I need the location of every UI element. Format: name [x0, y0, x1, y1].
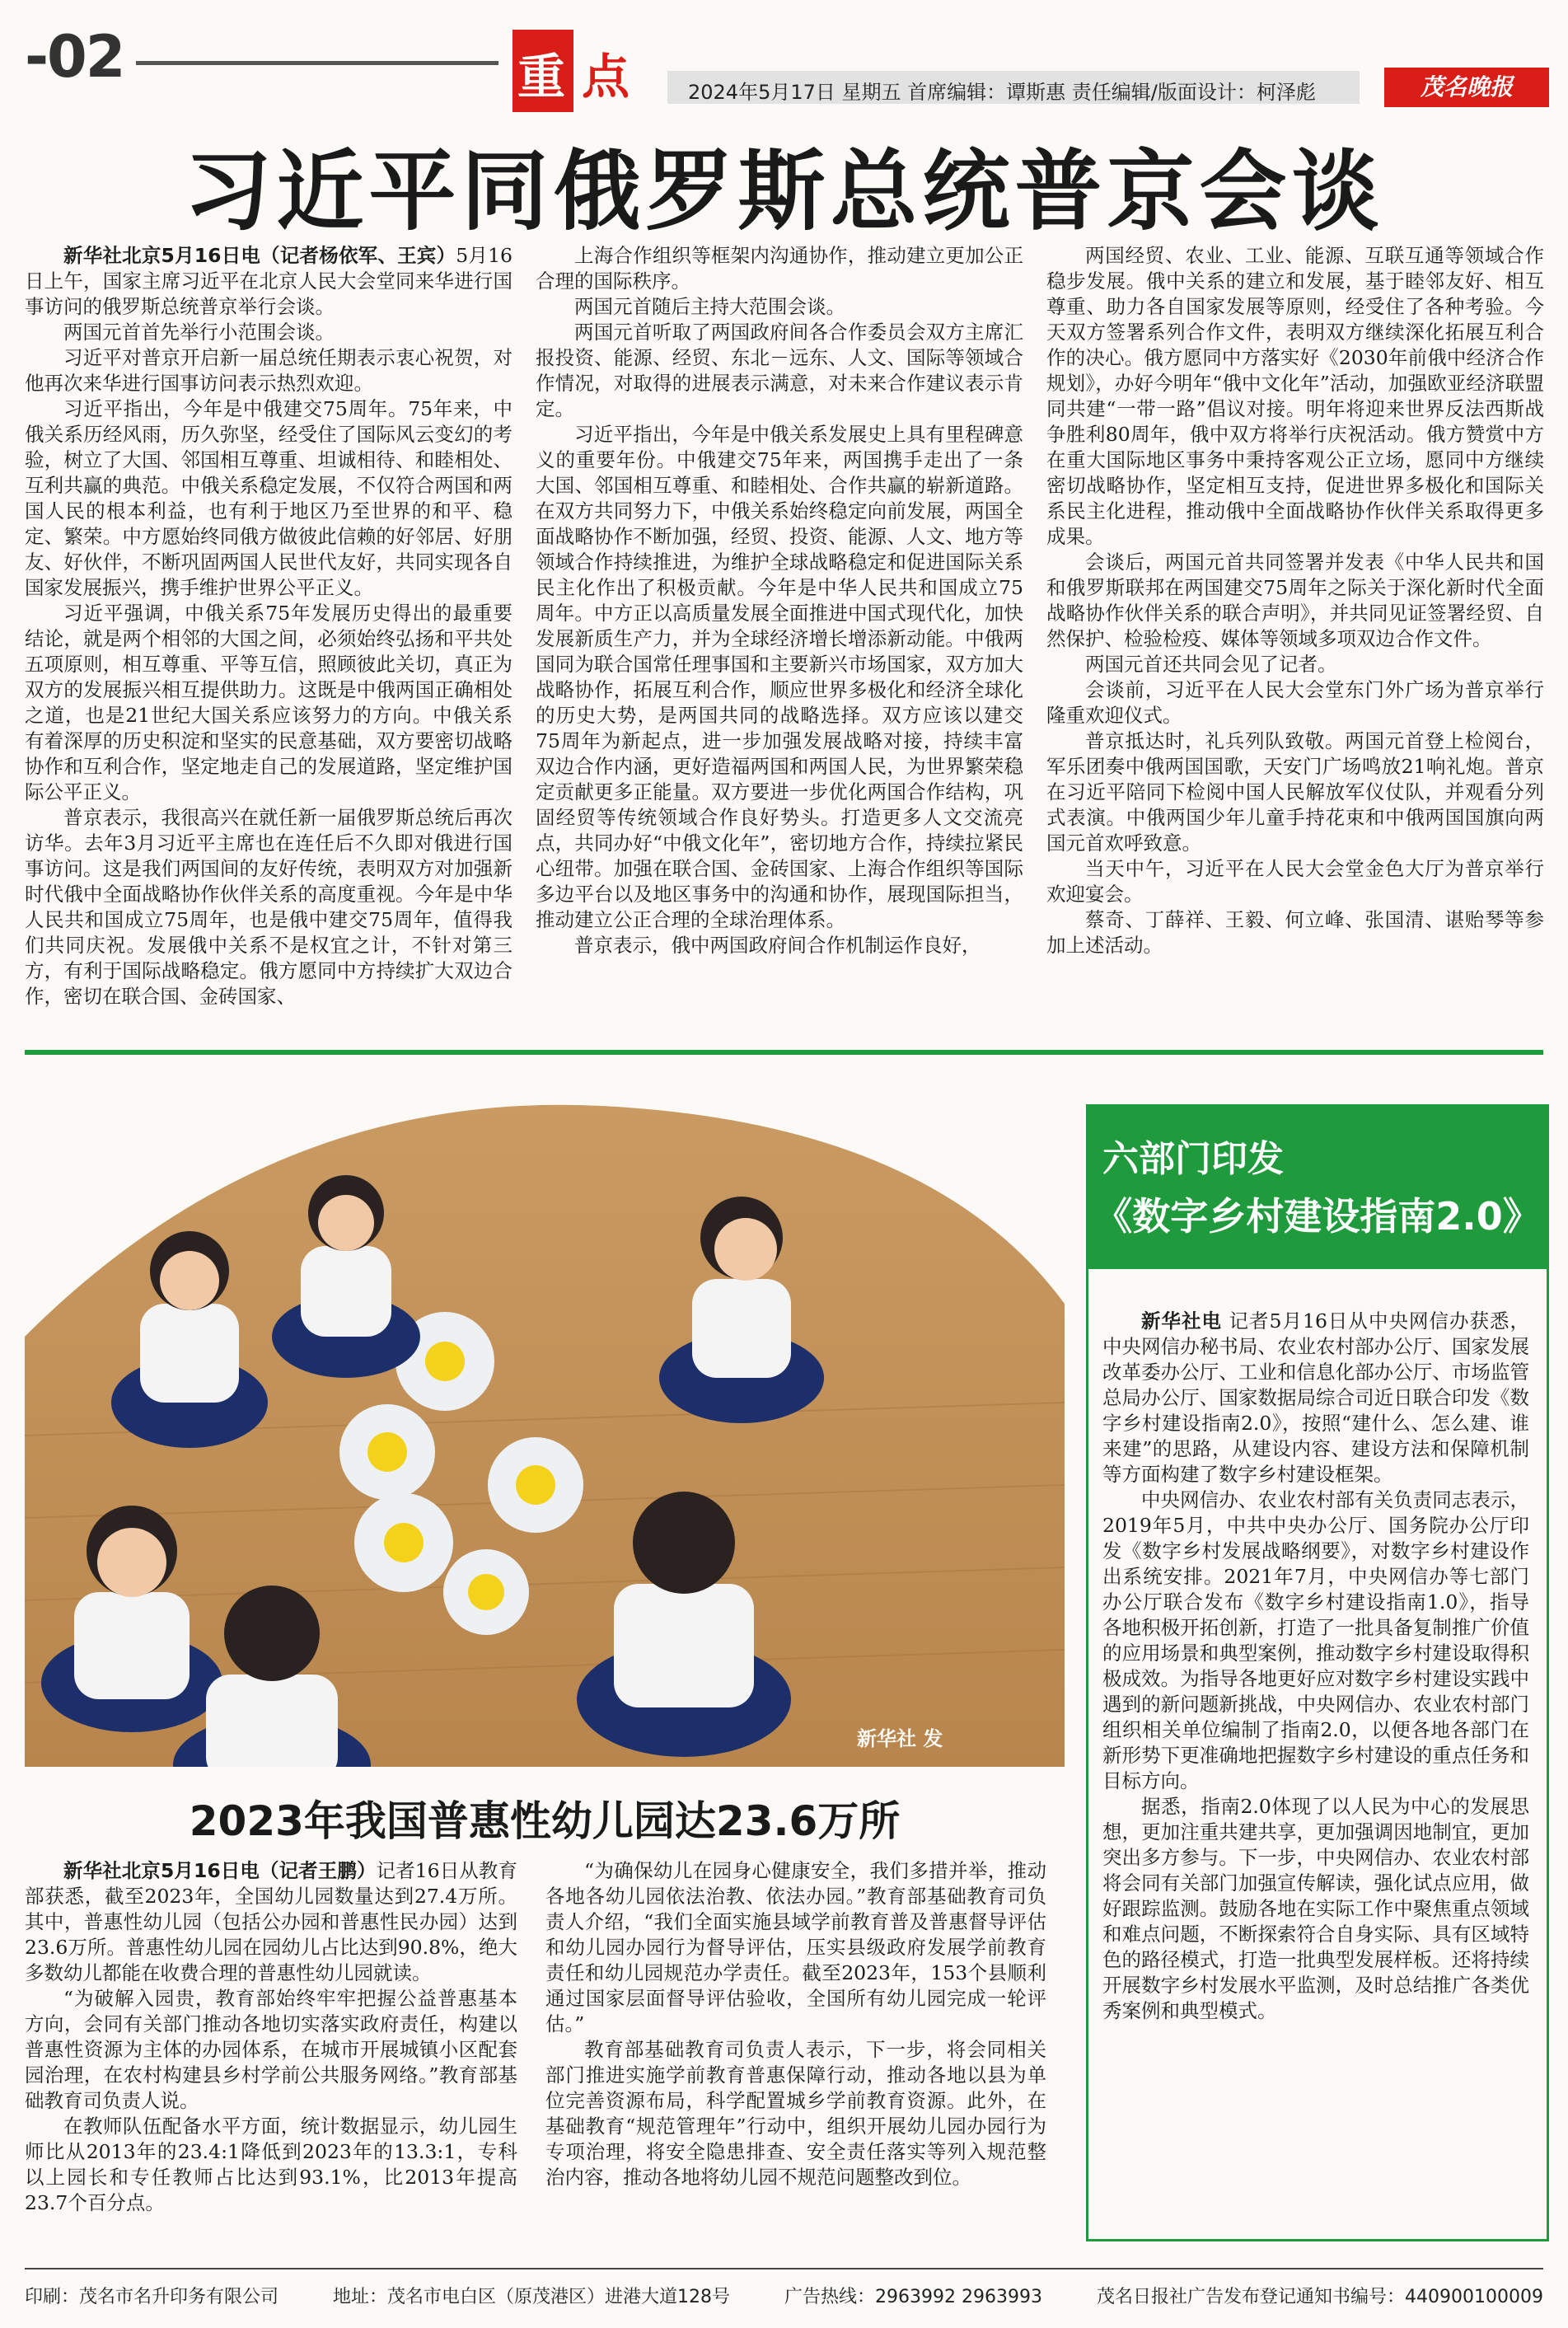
paragraph: 当天中午，习近平在人民大会堂金色大厅为普京举行欢迎宴会。: [1046, 857, 1544, 906]
paragraph: 新华社北京5月16日电（记者王鹏）记者16日从教育部获悉，截至2023年，全国幼儿园数量达到27.4万所。其中，普惠性幼儿园（包括公办园和普惠性民办园）达到23.6万所。普惠性幼儿园在园幼儿占比达到90.8%，绝大多数幼儿都能在收费合理的普惠性幼儿园就读。: [25, 1859, 517, 1984]
paragraph: 会谈前，习近平在人民大会堂东门外广场为普京举行隆重欢迎仪式。: [1046, 678, 1544, 727]
paragraph: 习近平对普京开启新一届总统任期表示衷心祝贺，对他再次来华进行国事访问表示热烈欢迎。: [25, 346, 513, 395]
photo-illustration: [25, 1089, 1065, 1767]
footer-printer: 印刷：茂名市名升印务有限公司: [25, 2287, 279, 2307]
article2-column-2: [545, 1858, 1046, 2246]
paragraph: 习近平指出，今年是中俄建交75周年。75年来，中俄关系历经风雨，历久弥坚，经受住了国际风云变幻的考验，树立了大国、邻国相互尊重、坦诚相待、和睦相处、互利共赢的典范。中俄关系稳定发展，不仅符合两国和两国人民的根本利益，也有利于地区乃至世界的和平、稳定、繁荣。中方愿始终同俄方做彼此信赖的好邻居、好朋友、好伙伴，不断巩固两国人民世代友好，共同实现各自国家发展振兴，携手维护世界公平正义。: [25, 397, 513, 599]
paragraph: 新华社电 记者5月16日从中央网信办获悉，中央网信办秘书局、农业农村部办公厅、国家发展改革委办公厅、工业和信息化部办公厅、市场监管总局办公厅、国家数据局综合司近日联合印发《数字乡村建设指南2.0》，按照“建什么、怎么建、谁来建”的思路，从建设内容、建设方法和保障机制等方面构建了数字乡村建设框架。: [1102, 1309, 1529, 1486]
paragraph: 普京表示，俄中两国政府间合作机制运作良好，: [574, 934, 981, 957]
newspaper-logo: 茂名晚报: [1384, 68, 1549, 107]
article2-column-1: [25, 1858, 517, 2246]
section-char-1: 重: [517, 49, 566, 105]
sidebar-title-line1: 六部门印发: [1102, 1138, 1284, 1180]
headline-main: 习近平同俄罗斯总统普京会谈: [184, 141, 1384, 242]
page-number: -02: [25, 23, 124, 91]
paragraph: 中央网信办、农业农村部有关负责同志表示，2019年5月，中共中央办公厅、国务院办公厅印发《数字乡村发展战略纲要》，对数字乡村建设作出系统安排。2021年7月，中央网信办等七部门办公厅联合发布《数字乡村建设指南1.0》，指导各地积极开拓创新，打造了一批具备复制推广价值的应用场景和典型案例，推动数字乡村建设取得积极成效。为指导各地更好应对数字乡村建设实践中遇到的新问题新挑战，中央网信办、农业农村部门组织相关单位编制了指南2.0，以便各地各部门在新形势下更准确地把握数字乡村建设的重点任务和目标方向。: [1102, 1488, 1529, 1792]
paragraph: 普京表示，我很高兴在就任新一届俄罗斯总统后再次访华。去年3月习近平主席也在连任后不久即对俄进行国事访问。这是我们两国间的友好传统，表明双方对加强新时代俄中全面战略协作伙伴关系的高度重视。今年是中华人民共和国成立75周年，也是俄中建交75周年，值得我们共同庆祝。发展俄中关系不是权宜之计，不针对第三方，有利于国际战略稳定。俄方愿同中方持续扩大双边合作，密切在联合国、金砖国家、: [25, 806, 513, 1008]
sidebar-body: [1102, 1309, 1529, 2223]
header-rule: [136, 61, 498, 65]
paragraph: 两国元首首先举行小范围会谈。: [63, 321, 335, 344]
section-label: [513, 30, 651, 112]
section-char-2: 点: [582, 49, 630, 105]
article1-column-3: [1046, 243, 1544, 1042]
sidebar-title-line2: 《数字乡村建设指南2.0》: [1094, 1194, 1541, 1239]
paragraph: 在教师队伍配备水平方面，统计数据显示，幼儿园生师比从2013年的23.4:1降低到2023年的13.3:1，专科以上园长和专任教师占比达到93.1%，比2013年提高23.7个百分点。: [25, 2115, 517, 2214]
paragraph: 习近平强调，中俄关系75年发展历史得出的最重要结论，就是两个相邻的大国之间，必须始终弘扬和平共处五项原则，相互尊重、平等互信，照顾彼此关切，真正为双方的发展振兴相互提供助力。这既是中俄两国正确相处之道，也是21世纪大国关系应该努力的方向。中俄关系有着深厚的历史积淀和坚实的民意基础，双方要密切战略协作和互利合作，坚定地走自己的发展道路，坚定维护国际公平正义。: [25, 602, 513, 803]
paragraph: 蔡奇、丁薛祥、王毅、何立峰、张国清、谌贻琴等参加上述活动。: [1046, 908, 1544, 957]
paragraph: 两国元首还共同会见了记者。: [1085, 653, 1337, 676]
paragraph: 习近平指出，今年是中俄关系发展史上具有里程碑意义的重要年份。中俄建交75年来，两国携手走出了一条大国、邻国相互尊重、和睦相处、合作共赢的崭新道路。在双方共同努力下，中俄关系始终稳定向前发展，两国全面战略协作不断加强，经贸、投资、能源、人文、地方等领域合作持续推进，为维护全球战略稳定和促进国际关系民主化作出了积极贡献。今年是中华人民共和国成立75周年。中方正以高质量发展全面推进中国式现代化，加快发展新质生产力，并为全球经济增长增添新动能。中俄两国同为联合国常任理事国和主要新兴市场国家，双方加大战略协作，拓展互利合作，顺应世界多极化和经济全球化的历史大势，是两国共同的战略选择。双方应该以建交75周年为新起点，进一步加强发展战略对接，持续丰富双边合作内涵，更好造福两国和两国人民，为世界繁荣稳定贡献更多正能量。双方要进一步优化两国合作结构，巩固经贸等传统领域合作良好势头。打造更多人文交流亮点，共同办好“中俄文化年”，密切地方合作，持续拉紧民心纽带。加强在联合国、金砖国家、上海合作组织等国际多边平台以及地区事务中的沟通和协作，展现国际担当，推动建立公正合理的全球治理体系。: [536, 423, 1023, 931]
paragraph: 据悉，指南2.0体现了以人民为中心的发展思想，更加注重共建共享，更加强调因地制宜，更加突出多方参与。下一步，中央网信办、农业农村部将会同有关部门加强宣传解读，强化试点应用，做好跟踪监测。鼓励各地在实际工作中聚焦重点领域和难点问题，不断探索符合自身实际、具有区域特色的路径模式，打造一批典型发展样板。还将持续开展数字乡村发展水平监测，及时总结推广各类优秀案例和典型模式。: [1102, 1795, 1529, 2022]
paragraph: 新华社北京5月16日电（记者杨依军、王宾）5月16日上午，国家主席习近平在北京人民大会堂同来华进行国事访问的俄罗斯总统普京举行会谈。: [25, 244, 513, 318]
paragraph: 教育部基础教育司负责人表示，下一步，将会同相关部门推进实施学前教育普惠保障行动，推动各地以县为单位完善资源布局，科学配置城乡学前教育资源。此外，在基础教育“规范管理年”行动中，组织开展幼儿园办园行为专项治理，将安全隐患排查、安全责任落实等列入规范整治内容，推动各地将幼儿园不规范问题整改到位。: [545, 2038, 1046, 2189]
issue-meta: 2024年5月17日 星期五 首席编辑：谭斯惠 责任编辑/版面设计：柯泽彪: [688, 81, 1316, 104]
paragraph: 两国元首听取了两国政府间各合作委员会双方主席汇报投资、能源、经贸、东北－远东、人文、国际等领域合作情况，对取得的进展表示满意，对未来合作建议表示肯定。: [536, 321, 1023, 420]
photo-credit: 新华社 发: [857, 1727, 943, 1750]
paragraph: 普京抵达时，礼兵列队致敬。两国元首登上检阅台，军乐团奏中俄两国国歌，天安门广场鸣放21响礼炮。普京在习近平陪同下检阅中国人民解放军仪仗队，并观看分列式表演。中俄两国少年儿童手持花束和中俄两国国旗向两国元首欢呼致意。: [1046, 729, 1544, 855]
footer-ad-hotline: 广告热线：2963992 2963993: [784, 2287, 1042, 2307]
paragraph: 上海合作组织等框架内沟通协作，推动建立更加公正合理的国际秩序。: [536, 244, 1023, 293]
article1-column-2: [536, 243, 1023, 1042]
section-divider: [25, 1050, 1543, 1055]
footer-rule: [25, 2268, 1543, 2269]
paragraph: 两国元首随后主持大范围会谈。: [574, 295, 845, 318]
kindergarten-photo: [25, 1089, 1065, 1767]
headline-kindergarten: 2023年我国普惠性幼儿园达23.6万所: [189, 1797, 901, 1845]
footer: [25, 2283, 1543, 2308]
footer-address: 地址：茂名市电白区（原茂港区）进港大道128号: [333, 2287, 731, 2307]
paragraph: “为破解入园贵，教育部始终牢牢把握公益普惠基本方向，会同有关部门推动各地切实落实政府责任，构建以普惠性资源为主体的办园体系，在城市开展城镇小区配套园治理，在农村构建县乡村学前公共服务网络。”教育部基础教育司负责人说。: [25, 1987, 517, 2112]
paragraph: 两国经贸、农业、工业、能源、互联互通等领域合作稳步发展。俄中关系的建立和发展，基于睦邻友好、相互尊重、助力各自国家发展等原则，经受住了各种考验。今天双方签署系列合作文件，表明双方继续深化拓展互利合作的决心。俄方愿同中方落实好《2030年前俄中经济合作规划》，办好今明年“俄中文化年”活动，加强欧亚经济联盟同共建“一带一路”倡议对接。明年将迎来世界反法西斯战争胜利80周年，俄中双方将举行庆祝活动。俄方赞赏中方在重大国际地区事务中秉持客观公正立场，愿同中方继续密切战略协作，坚定相互支持，促进世界多极化和国际关系民主化进程，推动俄中全面战略协作伙伴关系取得更多成果。: [1046, 244, 1544, 548]
paragraph: 会谈后，两国元首共同签署并发表《中华人民共和国和俄罗斯联邦在两国建交75周年之际关于深化新时代全面战略协作伙伴关系的联合声明》，并共同见证签署经贸、自然保护、检验检疫、媒体等领域多项双边合作文件。: [1046, 550, 1544, 650]
paragraph: “为确保幼儿在园身心健康安全，我们多措并举，推动各地各幼儿园依法治教、依法办园。”教育部基础教育司负责人介绍，“我们全面实施县域学前教育普及普惠督导评估和幼儿园办园行为督导评估，压实县级政府发展学前教育责任和幼儿园规范办学责任。截至2023年，153个县顺利通过国家层面督导评估验收，全国所有幼儿园完成一轮评估。”: [545, 1859, 1046, 2035]
article1-column-1: [25, 243, 513, 1042]
footer-license: 茂名日报社广告发布登记通知书编号：440900100009: [1097, 2287, 1543, 2307]
